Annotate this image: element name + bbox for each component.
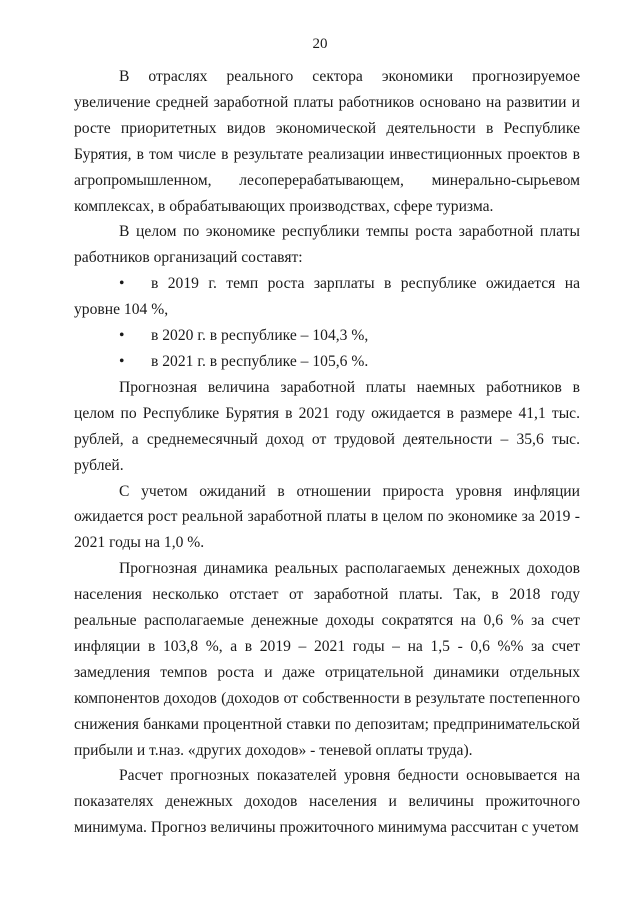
list-item [74,271,580,323]
list-item-text: в 2019 г. темп роста зарплаты в республике ожидается на уровне 104 %, [74,275,580,319]
document-body [74,64,580,841]
paragraph-forecast-wage: Прогнозная величина заработной платы наемных работников в целом по Республике Бурятия в 2021 году ожидается в размере 41,1 тыс. рублей, а среднемесячный доход от трудовой деятельности – 35,6 тыс. рублей. [74,378,580,474]
paragraph-real-wage-growth: С учетом ожиданий в отношении прироста уровня инфляции ожидается рост реальной заработной платы в целом по экономике за 2019 - 2021 годы на 1,0 %. [74,482,580,552]
bullet-marker: • [119,352,125,370]
paragraph-disposable-income: Прогнозная динамика реальных располагаемых денежных доходов населения несколько отстает от заработной платы. Так, в 2018 году реальные располагаемые денежные доходы сократятся на 0,6 % за счет инфляции в 103,8 %, а в 2019 – 2021 годы – на 1,5 - 0,6 %% за счет замедления темпов роста и даже отрицательной динамики отдельных компонентов доходов (доходов от собственности в результате постепенного снижения банками процентной ставки по депозитам; предпринимательской прибыли и т.наз. «других доходов» - теневой оплаты труда). [74,560,580,759]
paragraph-growth-intro: В целом по экономике республики темпы роста заработной платы работников организаций составят: [74,223,580,267]
bullet-marker: • [119,275,125,293]
list-item-text: в 2021 г. в республике – 105,6 %. [151,352,369,370]
paragraph-poverty-calculation: Расчет прогнозных показателей уровня бедности основывается на показателях денежных доходов населения и величины прожиточного минимума. Прогноз величины прожиточного минимума рассчитан с учетом [74,767,580,837]
list-item-text: в 2020 г. в республике – 104,3 %, [151,327,369,345]
list-item [74,323,580,349]
bullet-marker: • [119,327,125,345]
page-number: 20 [312,36,328,52]
list-item [74,349,580,375]
paragraph-sector-wages: В отраслях реального сектора экономики прогнозируемое увеличение средней заработной платы работников основано на развитии и росте приоритетных видов экономической деятельности в Республике Бурятия, в том числе в результате реализации инвестиционных проектов в агропромышленном, лесоперерабатывающем, минерально-сырьевом комплексах, в обрабатывающих производствах, сфере туризма. [74,68,580,215]
